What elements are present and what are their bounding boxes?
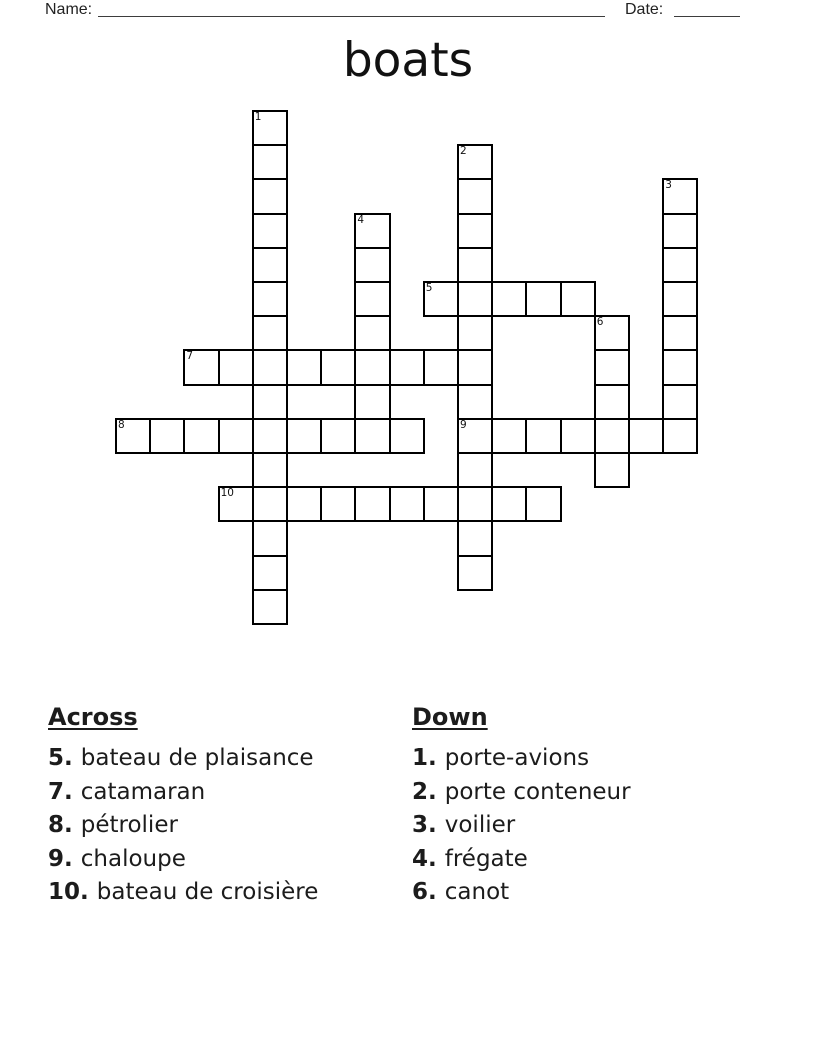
grid-cell[interactable]: [457, 384, 493, 420]
grid-cell[interactable]: [457, 555, 493, 591]
grid-cell[interactable]: [457, 452, 493, 488]
clue-text: canot: [444, 879, 510, 905]
name-blank-line[interactable]: [98, 0, 605, 17]
grid-cell[interactable]: [286, 486, 322, 522]
grid-cell[interactable]: [457, 315, 493, 351]
grid-cell[interactable]: [354, 384, 390, 420]
clue-text: pétrolier: [80, 812, 178, 838]
grid-cell[interactable]: [149, 418, 185, 454]
cell-number: 7: [186, 350, 194, 363]
grid-cell[interactable]: [183, 349, 219, 385]
grid-cell[interactable]: [320, 349, 356, 385]
grid-cell[interactable]: [457, 486, 493, 522]
across-clues-section: [48, 703, 318, 910]
grid-cell[interactable]: [252, 349, 288, 385]
grid-cell[interactable]: [594, 418, 630, 454]
grid-cell[interactable]: [662, 384, 698, 420]
clue-item: [412, 742, 631, 776]
clue-item: [48, 876, 318, 910]
clue-number: 1.: [412, 745, 437, 771]
grid-cell[interactable]: [457, 349, 493, 385]
clue-number: 2.: [412, 778, 437, 805]
grid-cell[interactable]: [218, 349, 254, 385]
grid-cell[interactable]: [662, 213, 698, 249]
grid-cell[interactable]: [594, 452, 630, 488]
grid-cell[interactable]: [491, 418, 527, 454]
clue-item: [48, 776, 318, 810]
grid-cell[interactable]: [525, 486, 561, 522]
grid-cell[interactable]: [423, 349, 459, 385]
grid-cell[interactable]: [457, 213, 493, 249]
grid-cell[interactable]: [252, 315, 288, 351]
grid-cell[interactable]: [183, 418, 219, 454]
grid-cell[interactable]: [594, 315, 630, 351]
grid-cell[interactable]: [252, 555, 288, 591]
grid-cell[interactable]: [252, 247, 288, 283]
grid-cell[interactable]: [560, 281, 596, 317]
grid-cell[interactable]: [354, 349, 390, 385]
cell-number: 10: [220, 487, 234, 500]
clue-text: chaloupe: [80, 845, 186, 872]
grid-cell[interactable]: [252, 589, 288, 625]
clue-number: 9.: [48, 845, 73, 872]
down-clue-list: [412, 742, 631, 910]
clue-text: frégate: [444, 845, 528, 872]
clue-item: [412, 809, 631, 843]
date-label: Date:: [625, 1, 664, 18]
clue-number: 3.: [412, 812, 437, 838]
clue-item: [412, 776, 631, 810]
grid-cell[interactable]: [594, 349, 630, 385]
cell-number: 5: [425, 282, 433, 294]
grid-cell[interactable]: [286, 349, 322, 385]
clue-text: porte conteneur: [444, 778, 631, 805]
grid-cell[interactable]: [252, 520, 288, 556]
clue-number: 5.: [48, 745, 73, 771]
cell-number: 9: [460, 418, 467, 431]
clue-number: 7.: [48, 778, 73, 805]
cell-number: 8: [118, 418, 125, 431]
grid-cell[interactable]: [457, 144, 493, 180]
grid-cell[interactable]: [252, 110, 288, 146]
grid-cell[interactable]: [354, 418, 390, 454]
grid-cell[interactable]: [525, 418, 561, 454]
across-heading: Across: [48, 703, 138, 731]
clue-text: bateau de croisière: [96, 879, 319, 905]
cell-number: 1: [254, 111, 262, 123]
cell-number: 4: [357, 213, 365, 226]
grid-cell[interactable]: [662, 349, 698, 385]
grid-cell[interactable]: [457, 520, 493, 556]
grid-cell[interactable]: [389, 349, 425, 385]
grid-cell[interactable]: [218, 418, 254, 454]
grid-cell[interactable]: [252, 384, 288, 420]
clue-item: [48, 843, 318, 877]
down-heading: Down: [412, 703, 488, 731]
grid-cell[interactable]: [662, 418, 698, 454]
date-blank-line[interactable]: [674, 0, 740, 17]
grid-cell[interactable]: [354, 315, 390, 351]
grid-cell[interactable]: [252, 144, 288, 180]
clue-number: 8.: [48, 812, 73, 838]
grid-cell[interactable]: [389, 418, 425, 454]
clue-item: [48, 809, 318, 843]
grid-cell[interactable]: [354, 486, 390, 522]
grid-cell[interactable]: [457, 178, 493, 214]
grid-cell[interactable]: [252, 281, 288, 317]
grid-cell[interactable]: [354, 281, 390, 317]
grid-cell[interactable]: [628, 418, 664, 454]
grid-cell[interactable]: [286, 418, 322, 454]
name-label: Name:: [45, 1, 93, 18]
grid-cell[interactable]: [662, 315, 698, 351]
clue-text: porte-avions: [444, 745, 590, 771]
grid-cell[interactable]: [491, 281, 527, 317]
grid-cell[interactable]: [491, 486, 527, 522]
grid-cell[interactable]: [320, 418, 356, 454]
crossword-grid: [115, 110, 699, 626]
grid-cell[interactable]: [662, 178, 698, 214]
puzzle-title: boats: [342, 33, 474, 88]
across-clue-list: [48, 742, 318, 910]
grid-cell[interactable]: [525, 281, 561, 317]
grid-cell[interactable]: [560, 418, 596, 454]
clue-text: voilier: [444, 812, 516, 838]
clue-text: bateau de plaisance: [80, 745, 314, 771]
clue-number: 6.: [412, 879, 437, 905]
grid-cell[interactable]: [218, 486, 254, 522]
cell-number: 2: [460, 145, 467, 158]
clue-item: [412, 876, 631, 910]
grid-cell[interactable]: [252, 178, 288, 214]
clue-number: 10.: [48, 879, 89, 905]
clue-item: [412, 843, 631, 877]
grid-cell[interactable]: [662, 247, 698, 283]
grid-cell[interactable]: [252, 418, 288, 454]
grid-cell[interactable]: [252, 213, 288, 249]
grid-cell[interactable]: [457, 247, 493, 283]
grid-cell[interactable]: [457, 418, 493, 454]
grid-cell[interactable]: [594, 384, 630, 420]
grid-cell[interactable]: [662, 281, 698, 317]
clue-text: catamaran: [80, 778, 206, 805]
clue-number: 4.: [412, 845, 437, 872]
clue-item: [48, 742, 318, 776]
grid-cell[interactable]: [252, 486, 288, 522]
grid-cell[interactable]: [115, 418, 151, 454]
grid-cell[interactable]: [423, 281, 459, 317]
grid-cell[interactable]: [354, 247, 390, 283]
grid-cell[interactable]: [423, 486, 459, 522]
grid-cell[interactable]: [389, 486, 425, 522]
cell-number: 3: [665, 179, 672, 192]
grid-cell[interactable]: [354, 213, 390, 249]
grid-cell[interactable]: [320, 486, 356, 522]
down-clues-section: [412, 703, 631, 910]
cell-number: 6: [596, 316, 604, 329]
grid-cell[interactable]: [457, 281, 493, 317]
grid-cell[interactable]: [252, 452, 288, 488]
